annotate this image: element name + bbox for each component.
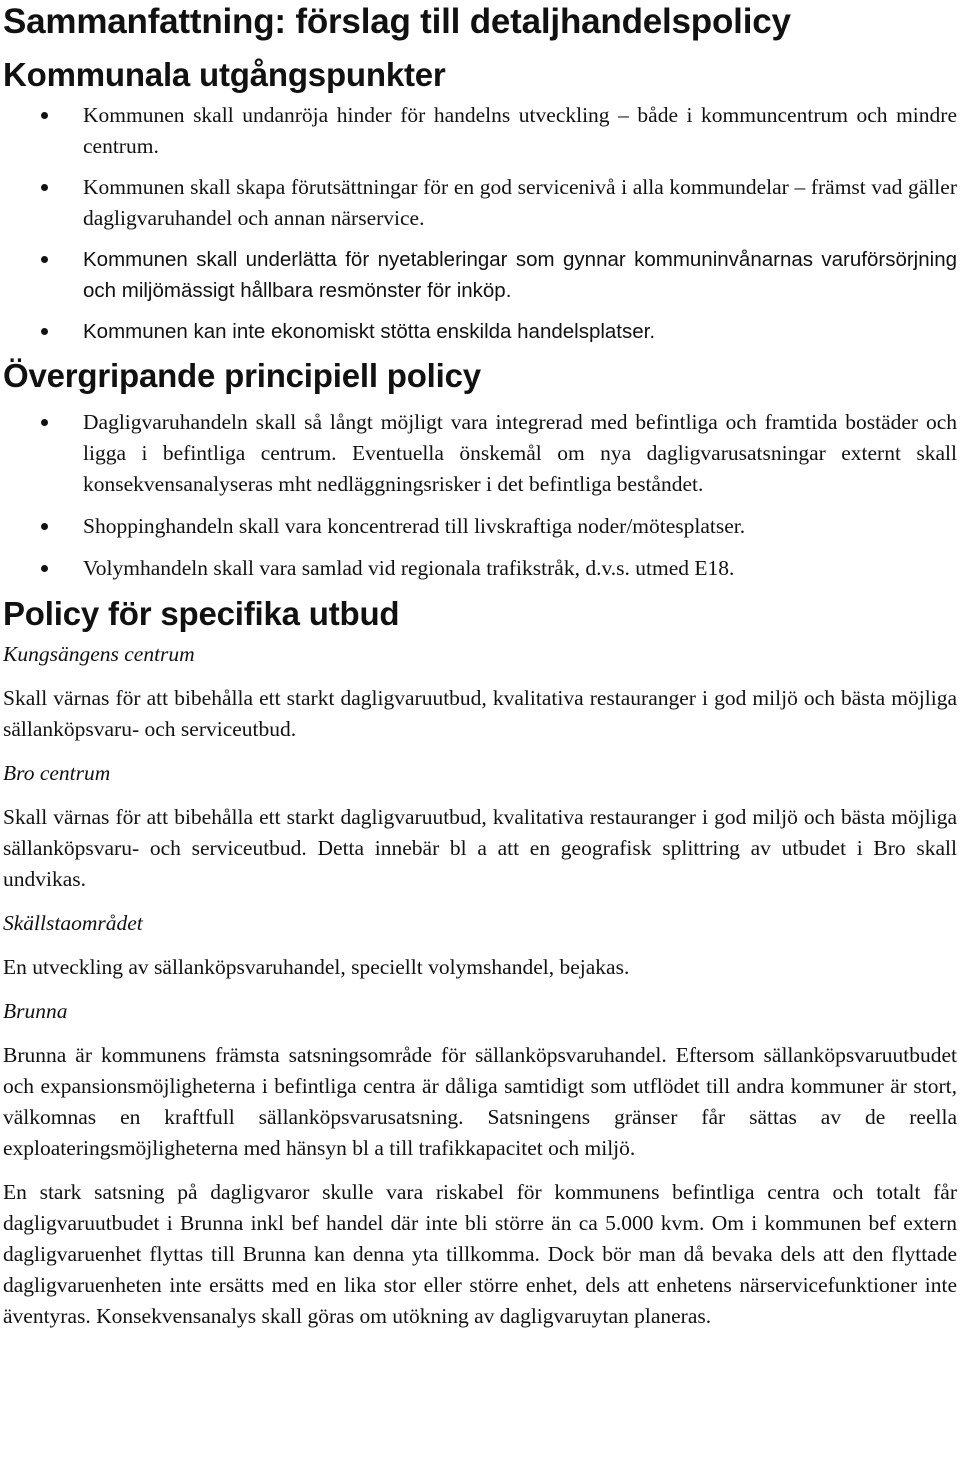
bullet-icon (41, 419, 48, 426)
bullet-icon (41, 565, 48, 572)
paragraph-kungsangen: Skall värnas för att bibehålla ett starkt dagligvaruutbud, kvalitativa restauranger i god miljö och bästa möjliga sällanköpsvaru- och serviceutbud. (3, 686, 957, 741)
section-heading-kommunala: Kommunala utgångspunkter (3, 56, 446, 93)
document-title: Sammanfattning: förslag till detaljhandelspolicy (3, 2, 791, 41)
subheading-kungsangen: Kungsängens centrum (3, 642, 195, 666)
bullet-icon (41, 184, 48, 191)
section-heading-overgripande: Övergripande principiell policy (3, 357, 481, 394)
list-item: Kommunen skall underlätta för nyetableringar som gynnar kommuninvånarnas varuförsörjning och miljömässigt hållbara resmönster för inköp. (3, 244, 957, 306)
bullet-icon (41, 112, 48, 119)
list-item: Kommunen kan inte ekonomiskt stötta enskilda handelsplatser. (3, 316, 957, 347)
list-item: Kommunen skall skapa förutsättningar för en god servicenivå i alla kommundelar – främst vad gäller dagligvaruhandel och annan närservice. (3, 172, 957, 234)
subheading-bro: Bro centrum (3, 761, 111, 785)
paragraph-skallsta: En utveckling av sällanköpsvaruhandel, speciellt volymshandel, bejakas. (3, 955, 630, 979)
paragraph-brunna-1: Brunna är kommunens främsta satsningsområde för sällanköpsvaruhandel. Eftersom sällanköpsvaruutbudet och expansionsmöjligheterna i befintliga centra är dåliga samtidigt som utflödet till andra kommuner är stort, välkomnas en kraftfull sällanköpsvarusatsning. Satsningens gränser får sättas av de reella exploateringsmöjligheterna med hänsyn bl a till trafikkapacitet och miljö. (3, 1043, 957, 1160)
document-page (3, 0, 957, 1332)
bullet-icon (41, 328, 48, 335)
section-heading-specifika: Policy för specifika utbud (3, 595, 400, 632)
paragraph-brunna-2: En stark satsning på dagligvaror skulle vara riskabel för kommunens befintliga centra och totalt får dagligvaruutbudet i Brunna inkl bef handel där inte bli större än ca 5.000 kvm. Om i kommunen bef extern dagligvaruenhet flyttas till Brunna kan denna yta tillkomma. Dock bör man då bevaka dels att den flyttade dagligvaruenheten inte ersätts med en lika stor eller större enhet, dels att enhetens närservicefunktioner inte äventyras. Konsekvensanalys skall göras om utökning av dagligvaruytan planeras. (3, 1180, 957, 1328)
list-item: Kommunen skall undanröja hinder för handelns utveckling – både i kommuncentrum och mindre centrum. (3, 100, 957, 162)
bullet-icon (41, 523, 48, 530)
bullet-icon (41, 256, 48, 263)
list-item: Dagligvaruhandeln skall så långt möjligt vara integrerad med befintliga och framtida bostäder och ligga i befintliga centrum. Eventuella önskemål om nya dagligvarusatsningar externt skall konsekvensanalyseras mht nedläggningsrisker i det befintliga beståndet. (3, 407, 957, 500)
paragraph-bro: Skall värnas för att bibehålla ett starkt dagligvaruutbud, kvalitativa restauranger i god miljö och bästa möjliga sällanköpsvaru- och serviceutbud. Detta innebär bl a att en geografisk splittring av utbudet i Bro skall undvikas. (3, 805, 957, 891)
subheading-skallsta: Skällstaområdet (3, 911, 143, 935)
list-item: Volymhandeln skall vara samlad vid regionala trafikstråk, d.v.s. utmed E18. (3, 553, 957, 584)
list-item: Shoppinghandeln skall vara koncentrerad till livskraftiga noder/mötesplatser. (3, 511, 957, 542)
bullet-list-kommunala (3, 100, 957, 347)
subheading-brunna: Brunna (3, 999, 68, 1023)
bullet-list-overgripande (3, 407, 957, 584)
